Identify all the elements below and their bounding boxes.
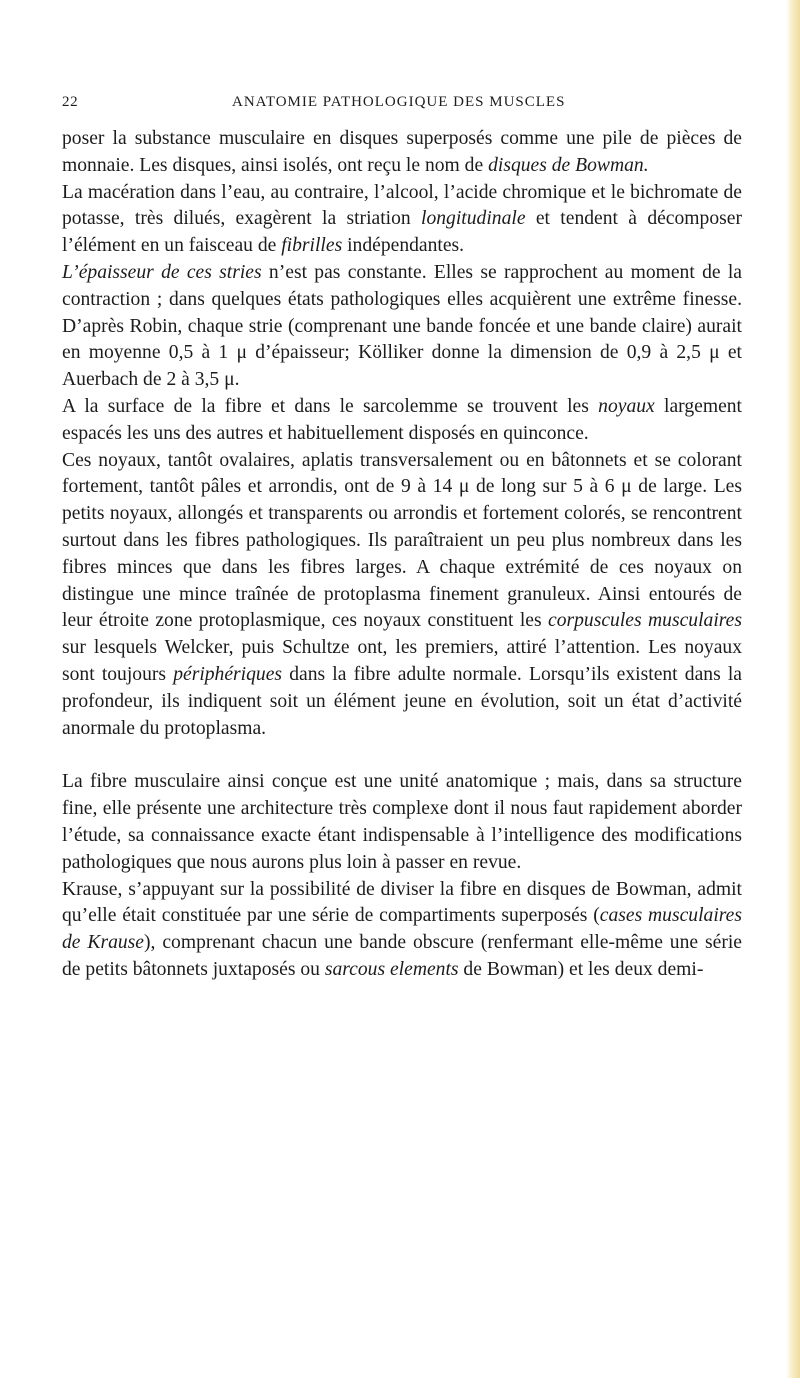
page-number: 22	[62, 94, 79, 110]
italic-term: cases musculaires de Krause	[62, 905, 743, 954]
italic-term: longitudinale	[421, 208, 526, 230]
italic-term: corpuscules musculaires	[548, 610, 742, 632]
text-run: La fibre musculaire ainsi conçue est une unité anatomique ; mais, dans sa structure fine, elle présente une architecture très complexe dont il nous faut rapidement aborder l’étude, sa connaissance exacte étant indispensable à l’intelligence des modifications pathologiques que nous aurons plus loin à passer en revue.	[62, 771, 742, 873]
page-body	[62, 126, 742, 984]
running-title: ANATOMIE PATHOLOGIQUE DES MUSCLES	[232, 94, 566, 110]
text-run: poser la substance musculaire en disques superposés comme une pile de pièces de monnaie. Les disques, ainsi isolés, ont reçu le nom de	[62, 128, 742, 176]
paragraph	[62, 180, 742, 260]
italic-term: disques de Bowman.	[488, 154, 649, 176]
text-run: Ces noyaux, tantôt ovalaires, aplatis transversalement ou en bâtonnets et se colorant fortement, tantôt pâles et arrondis, ont de 9 à 14 μ de long sur 5 à 6 μ de large. Les petits noyaux, allongés et transparents ou arrondis et fortement colorés, se rencontrent surtout dans les fibres pathologiques. Ils paraîtraient un peu plus nombreux dans les fibres minces que dans les fibres larges. A chaque extrémité de ces noyaux on distingue une mince traînée de protoplasma finement granuleux. Ainsi entourés de leur étroite zone protoplasmique, ces noyaux constituent les	[62, 449, 742, 632]
paragraph	[62, 448, 742, 743]
italic-term: noyaux	[598, 395, 655, 417]
text-run: dans la fibre adulte normale. Lorsqu’ils existent dans la profondeur, ils indiquent soit un élément jeune en évolution, soit un état d’activité anormale du protoplasma.	[62, 663, 742, 739]
paragraph	[62, 260, 742, 394]
text-run: La macération dans l’eau, au contraire, l’alcool, l’acide chromique et le bichromate de potasse, très dilués, exagèrent la striation	[62, 181, 742, 230]
text-run: sur lesquels Welcker, puis Schultze ont, les premiers, attiré l’attention. Les noyaux sont toujours	[62, 637, 742, 685]
text-run: Krause, s’appuyant sur la possibilité de diviser la fibre en disques de Bowman, admit qu’elle était constituée par une série de compartiments superposés (	[62, 878, 742, 927]
text-run: indépendantes.	[342, 235, 465, 257]
text-run: et tendent à décomposer l’élément en un faisceau de	[62, 208, 742, 257]
text-run: A la surface de la fibre et dans le sarcolemme se trouvent les	[62, 395, 599, 417]
page-header	[62, 94, 742, 120]
italic-term: périphériques	[173, 663, 283, 685]
paragraph	[62, 394, 742, 448]
text-run: ), comprenant chacun une bande obscure (renfermant elle-même une série de petits bâtonnets juxtaposés ou	[62, 932, 742, 980]
text-run: de Bowman) et les deux demi-	[458, 958, 704, 980]
italic-term: L’épaisseur de ces stries	[62, 261, 262, 283]
paragraph	[62, 126, 742, 180]
text-run: n’est pas constante. Elles se rapprochent au moment de la contraction ; dans quelques états pathologiques elles acquièrent une extrême finesse. D’après Robin, chaque strie (comprenant une bande foncée et une bande claire) aurait en moyenne 0,5 à 1 μ d’épaisseur; Kölliker donne la dimension de 0,9 à 2,5 μ et Auerbach de 2 à 3,5 μ.	[62, 261, 743, 391]
paragraph	[62, 877, 742, 984]
page-edge	[786, 0, 800, 1378]
italic-term: sarcous elements	[324, 958, 459, 980]
text-run: largement espacés les uns des autres et habituellement disposés en quinconce.	[62, 395, 743, 444]
paragraph	[62, 769, 742, 876]
italic-term: fibrilles	[281, 235, 343, 257]
